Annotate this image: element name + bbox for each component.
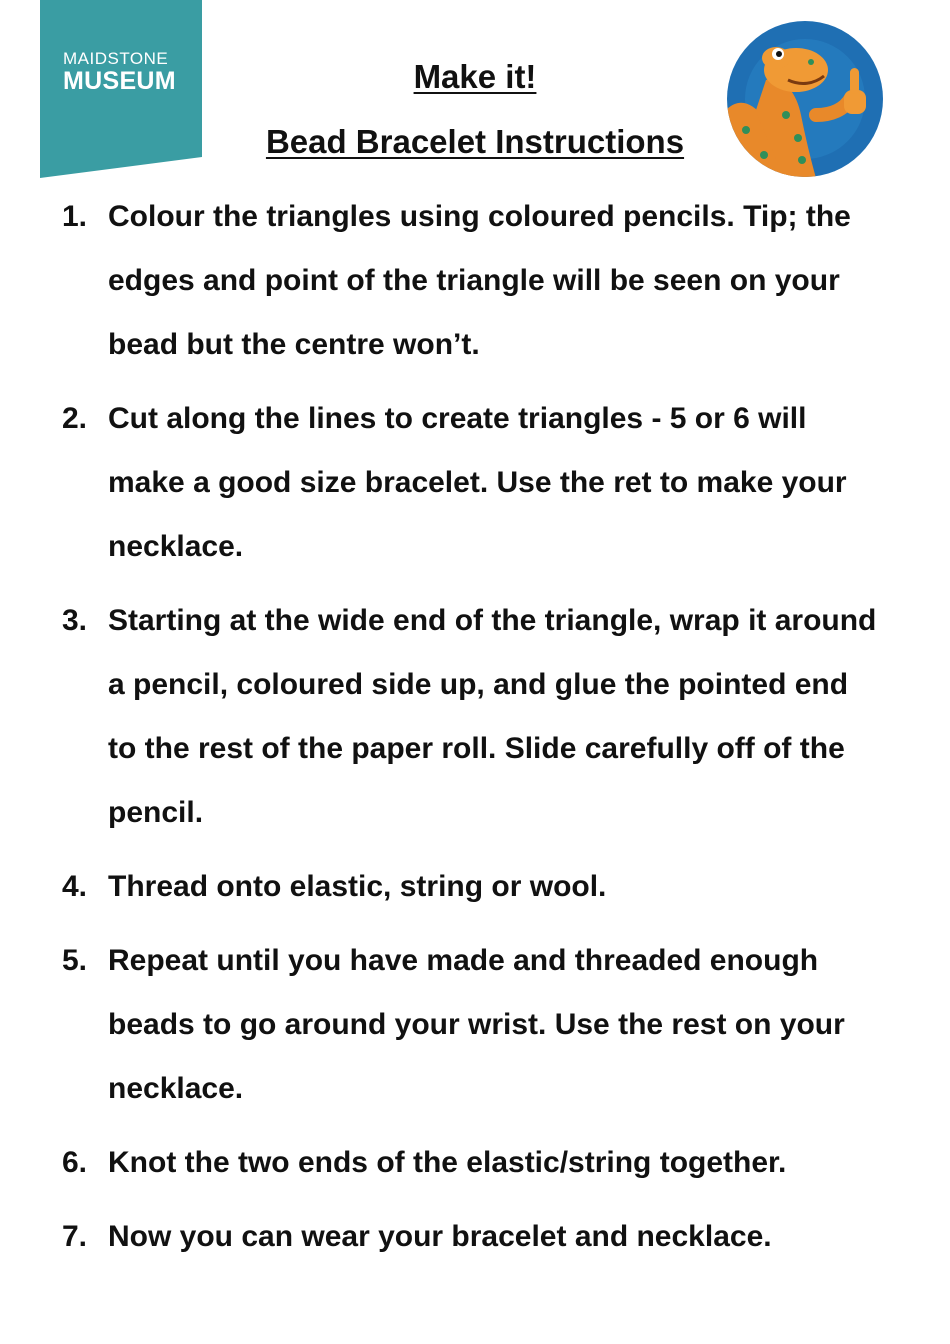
instruction-step [62, 1131, 882, 1195]
step-number: 5. [62, 944, 88, 977]
step-number: 7. [62, 1220, 88, 1253]
step-number: 6. [62, 1146, 88, 1179]
instruction-step [62, 929, 882, 1121]
step-text: Knot the two ends of the elastic/string together. [108, 1146, 787, 1179]
step-text: Repeat until you have made and threaded enough beads to go around your wrist. Use the rest on your necklace. [108, 944, 845, 1105]
logo-line-maidstone: MAIDSTONE [63, 49, 169, 68]
logo-line-museum: MUSEUM [63, 67, 176, 95]
step-text: Starting at the wide end of the triangle, wrap it around a pencil, coloured side up, and glue the pointed end to the rest of the paper roll. Slide carefully off of the pencil. [108, 604, 877, 829]
step-text: Now you can wear your bracelet and necklace. [108, 1220, 772, 1253]
step-text: Thread onto elastic, string or wool. [108, 870, 607, 903]
instruction-step [62, 855, 882, 919]
step-number: 4. [62, 870, 88, 903]
step-number: 1. [62, 200, 88, 233]
instruction-step [62, 589, 882, 845]
step-text: Colour the triangles using coloured pencils. Tip; the edges and point of the triangle will be seen on your bead but the centre won’t. [108, 200, 851, 361]
orange-dinosaur-thumbs-up-icon [726, 20, 884, 178]
instruction-step [62, 185, 882, 377]
instruction-step [62, 1205, 882, 1269]
page-title: Make it! [413, 58, 537, 95]
step-number: 3. [62, 604, 88, 637]
step-text: Cut along the lines to create triangles - 5 or 6 will make a good size bracelet. Use the ret to make your necklace. [108, 402, 847, 563]
instruction-list [62, 185, 882, 1279]
page-subtitle: Bead Bracelet Instructions [265, 123, 685, 160]
instruction-step [62, 387, 882, 579]
step-number: 2. [62, 402, 88, 435]
